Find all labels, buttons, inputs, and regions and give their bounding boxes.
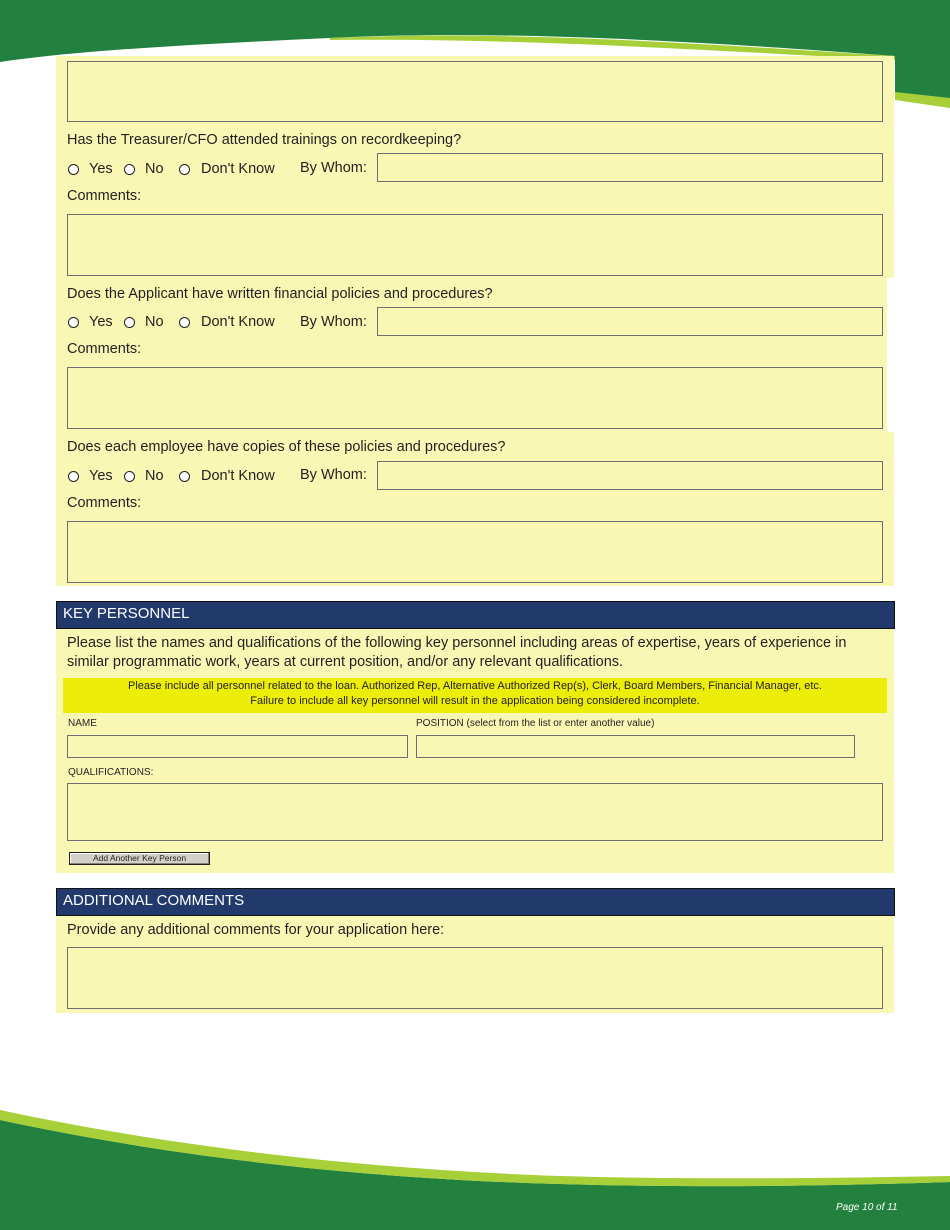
radio-no-label: No bbox=[145, 468, 164, 484]
question-1-comments-label: Comments: bbox=[67, 188, 142, 204]
page-number: Page 10 of 11 bbox=[836, 1202, 898, 1213]
radio-dont-know-label: Don't Know bbox=[201, 161, 275, 177]
question-3-prompt: Does each employee have copies of these policies and procedures? bbox=[67, 439, 506, 455]
question-2-by-whom-input[interactable] bbox=[377, 307, 883, 336]
question-3-comments-field[interactable] bbox=[67, 521, 883, 583]
radio-no-label: No bbox=[145, 161, 164, 177]
additional-comments-header: ADDITIONAL COMMENTS bbox=[56, 888, 895, 916]
radio-dont-know-label: Don't Know bbox=[201, 468, 275, 484]
footer-swoosh bbox=[0, 1110, 950, 1230]
question-2-comments-label: Comments: bbox=[67, 341, 142, 357]
key-personnel-notice bbox=[63, 678, 887, 713]
radio-dont-know[interactable] bbox=[179, 471, 190, 482]
question-3-comments-label: Comments: bbox=[67, 495, 142, 511]
previous-comments-field[interactable] bbox=[67, 61, 883, 122]
key-personnel-intro-line-2: similar programmatic work, years at current position, and/or any relevant qualifications. bbox=[67, 654, 624, 670]
radio-yes-label: Yes bbox=[89, 161, 113, 177]
radio-no-label: No bbox=[145, 314, 164, 330]
question-2-prompt: Does the Applicant have written financial policies and procedures? bbox=[67, 286, 493, 302]
radio-no[interactable] bbox=[124, 471, 135, 482]
qualifications-field[interactable] bbox=[67, 783, 883, 841]
additional-comments-field[interactable] bbox=[67, 947, 883, 1009]
question-3-by-whom-input[interactable] bbox=[377, 461, 883, 490]
notice-line-1: Please include all personnel related to the loan. Authorized Rep, Alternative Authorized Rep(s), Clerk, Board Members, Financial Manager, etc. bbox=[128, 680, 822, 692]
position-combobox[interactable] bbox=[416, 735, 855, 758]
additional-comments-prompt: Provide any additional comments for your application here: bbox=[67, 922, 445, 938]
question-2-comments-field[interactable] bbox=[67, 367, 883, 429]
question-1-by-whom-input[interactable] bbox=[377, 153, 883, 182]
key-personnel-intro-line-1: Please list the names and qualifications of the following key personnel including areas of expertise, years of experience in bbox=[67, 635, 847, 651]
question-1-by-whom-label: By Whom: bbox=[300, 160, 367, 176]
radio-yes-label: Yes bbox=[89, 468, 113, 484]
key-personnel-header: KEY PERSONNEL bbox=[56, 601, 895, 629]
radio-yes[interactable] bbox=[68, 317, 79, 328]
name-input[interactable] bbox=[67, 735, 408, 758]
qualifications-label: QUALIFICATIONS: bbox=[68, 767, 154, 778]
question-3-by-whom-label: By Whom: bbox=[300, 467, 367, 483]
radio-yes[interactable] bbox=[68, 471, 79, 482]
radio-dont-know[interactable] bbox=[179, 164, 190, 175]
radio-no[interactable] bbox=[124, 164, 135, 175]
add-key-person-button[interactable]: Add Another Key Person bbox=[69, 852, 210, 865]
radio-yes[interactable] bbox=[68, 164, 79, 175]
question-2-by-whom-label: By Whom: bbox=[300, 314, 367, 330]
radio-yes-label: Yes bbox=[89, 314, 113, 330]
radio-no[interactable] bbox=[124, 317, 135, 328]
position-label: POSITION (select from the list or enter another value) bbox=[416, 718, 655, 729]
question-1-prompt: Has the Treasurer/CFO attended trainings on recordkeeping? bbox=[67, 132, 462, 148]
name-label: NAME bbox=[68, 718, 97, 729]
notice-line-2: Failure to include all key personnel will result in the application being considered incomplete. bbox=[250, 695, 700, 707]
question-1-comments-field[interactable] bbox=[67, 214, 883, 276]
radio-dont-know[interactable] bbox=[179, 317, 190, 328]
radio-dont-know-label: Don't Know bbox=[201, 314, 275, 330]
